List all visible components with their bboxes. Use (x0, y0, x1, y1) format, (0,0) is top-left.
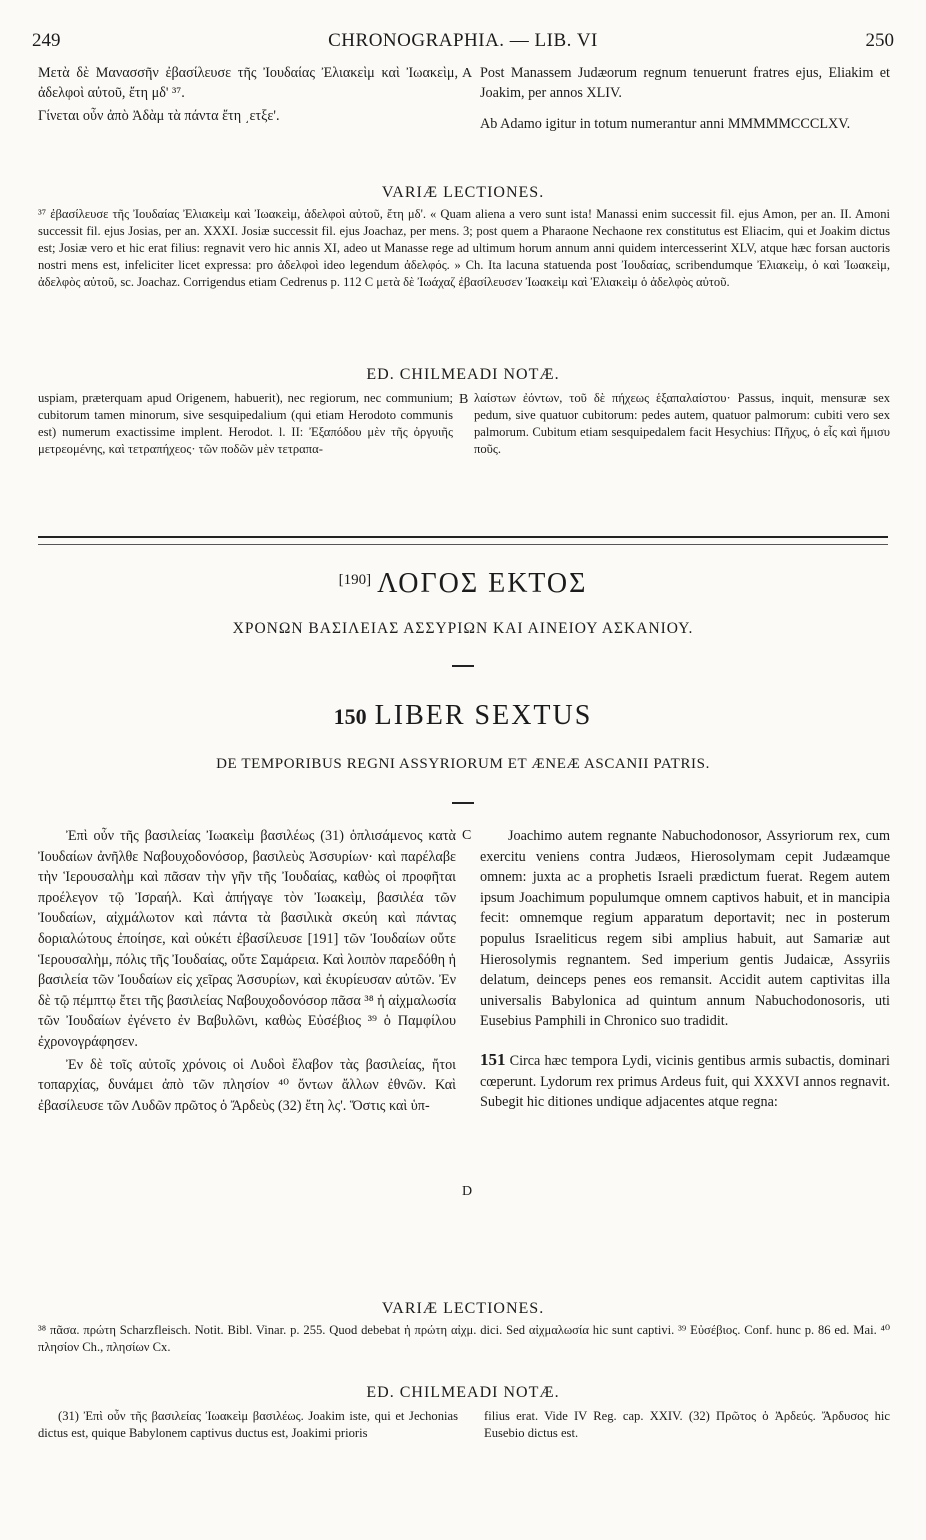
latin-book-title (0, 700, 926, 732)
latin-book-subtitle: DE TEMPORIBUS REGNI ASSYRIORUM ET ÆNEÆ ASCANII PATRIS. (216, 756, 710, 772)
variae-lectiones-heading: VARIÆ LECTIONES. (381, 184, 545, 201)
latin-title-text: LIBER SEXTUS (374, 700, 593, 731)
latin-paragraph: Joachimo autem regnante Nabuchodonosor, Assyriorum rex, cum exercitu veniens contra Judæos, Hierosolymam cepit Judæamque omnem: juxta ac a prophetis Israeli prædictum fuerat. Regem autem ipsum Joachimum populumque omnem captivos habuit, et in mancipia fecit: omnemque regium apparatum deportavit; nec in posterum populus Israeliticus regem sibi amplius habuit, aut Samariæ aut Hierosolymis regnantem. Sed imperium gentis Judaicæ, Assyriis delatum, deinceps penes eos remansit. Accidit autem captivitas illa universalis Babylonica ad quintum annum Nabuchodonosoris, uti Eusebius Pamphili in Chronico suo tradidit. (480, 828, 890, 1030)
margin-letter-c: C (462, 828, 472, 843)
greek-title-text: ΛΟΓΟΣ ΕΚΤΟΣ (377, 568, 588, 599)
notae-right-column (474, 390, 890, 458)
latin-column-body (480, 826, 890, 1113)
notae-left-column (38, 390, 453, 458)
margin-number: 151 (480, 1049, 506, 1069)
greek-column-body (38, 826, 456, 1116)
greek-paragraph: Ἐπὶ οὖν τῆς βασιλείας Ἰωακεὶμ βασιλέως (31) ὁπλισάμενος κατὰ Ἰουδαίων ἀνῆλθε Ναβουχοδονόσορ, βασιλεὺς Ἀσσυρίων· καὶ παρέλαβε τὴν Ἱερουσαλὴμ καὶ πᾶσαν τὴν γῆν τῆς Ἰουδαίας, καθὼς οἱ προφῆται προέλεγον τῷ Ἰσραήλ. Καὶ ἀπήγαγε τὸν Ἰωακεὶμ, βασιλέα τῶν Ἰουδαίων, αἰχμάλωτον καὶ πάντα τὰ βασιλικὰ σκεύη καὶ πάντας δοριαλώτους ἐποίησε, καὶ οὐκέτι ἐβασίλευσε [191] τῶν Ἰουδαίων οὔτε Ἱερουσαλὴμ, πόλις τῆς Ἰουδαίας, οὔτε Σαμάρεια. Καὶ λοιπὸν παρεδόθη ἡ βασιλεία τῶν Ἰουδαίων εἰς χεῖρας Ἀσσυρίων, καὶ ἐκυρίευσαν αὐτῶν. Ἐν δὲ τῷ πέμπτῳ ἔτει τῆς βασιλείας Ναβουχοδονόσορ πᾶσα ³⁸ ἡ αἰχμαλωσία τῶν Ἰουδαίων ἐγένετο ἐν Βαβυλῶνι, καθὼς Εὐσέβιος ³⁹ ὁ Παμφίλου ἐχρονογράφησεν. (38, 828, 456, 1050)
page-number-left: 249 (32, 30, 61, 51)
note-text: uspiam, præterquam apud Origenem, habuerit), nec regiorum, nec communium; cubitorum tamen minorum, sive sesquipedalium (qui etiam Herodoto communis est) numerum exactissime implent. Herodot. l. II: Ἐξαπόδου μὲν τῆς ὀργυιῆς μετρεομένης, καὶ τετραπήχεος· τῶν ποδῶν μὲν τετραπα- (38, 391, 453, 456)
latin-column-top (480, 64, 890, 135)
greek-book-subtitle: ΧΡΟΝΩΝ ΒΑΣΙΛΕΙΑΣ ΑΣΣΥΡΙΩΝ ΚΑΙ ΑΙΝΕΙΟΥ ΑΣΚΑΝΙΟΥ. (232, 620, 694, 637)
page-number-right: 250 (865, 30, 894, 51)
latin-paragraph (480, 1050, 890, 1113)
latin-paragraph: Ab Adamo igitur in totum numerantur anni MMMMMCCCLXV. (480, 116, 851, 132)
margin-number: 150 (333, 704, 367, 729)
notae-right-column (484, 1408, 890, 1442)
greek-paragraph: Ἐν δὲ τοῖς αὐτοῖς χρόνοις οἱ Λυδοὶ ἔλαβον τὰς βασιλείας, ἤτοι τοπαρχίας, δυνάμει ἀπὸ τῶν πλησίον ⁴⁰ ὄντων ἄλλων ἐθνῶν. Καὶ ἐβασίλευσε τῶν Λυδῶν πρῶτος ὁ Ἄρδεὺς (32) ἔτη λς'. Ὅστις καὶ ὑπ- (38, 1056, 456, 1114)
notae-left-column (38, 1408, 458, 1442)
greek-paragraph: Γίνεται οὖν ἀπὸ Ἀδὰμ τὰ πάντα ἔτη ͵ετξε'. (38, 108, 280, 124)
note-text: (31) Ἐπὶ οὖν τῆς βασιλείας Ἰωακεὶμ βασιλέως. Joakim iste, qui et Jechonias dictus est, quique Babylonem captivus ductus est, Joakimi prioris (38, 1409, 458, 1440)
bracket-page-ref: [190] (338, 572, 372, 588)
margin-letter-d: D (462, 1184, 473, 1199)
footnote-text: ³⁷ ἐβασίλευσε τῆς Ἰουδαίας Ἐλιακεὶμ καὶ Ἰωακεὶμ, ἀδελφοὶ αὐτοῦ, ἔτη μδ'. « Quam aliena a vero sunt ista! Manassi enim successit fil. ejus Amon, per an. II. Amoni successit fil. ejus Josias, per an. XXXI. Josiæ successit fil. ejus Joachaz, per mens. 3; post quem a Pharaone Nechaone rex constitutus est Eliacim, qui et Joakim dictus est; Josiæ vero et hic erat filius: regnavit vero hic annis XI, adeo ut Manasse rege ad ultimum horum annum anni quidem intercesserint XLV, atque hæc forsan auctoris nostri mens est, infeliciter licet expressa: pro ἀδελφοὶ ideo legendum ἀδελφός. » Ch. Ita lacuna statuenda post Ἰουδαίας, scribendumque Ἐλιακεὶμ, ὁ καὶ Ἰωακεὶμ, ἀδελφὸς αὐτοῦ, sc. Joachaz. Corrigendus etiam Cedrenus p. 112 C μετὰ δὲ Ἰωάχαζ ἐβασίλευσεν Ἰωακεὶμ καὶ Ἐλιακεὶμ ὁ ἀδελφὸς αὐτοῦ. (38, 207, 890, 289)
note-text: λαίστων ἐόντων, τοῦ δὲ πήχεως ἑξαπαλαίστου· Passus, inquit, mensuræ sex pedum, sive quatuor cubitorum: pedes autem, quatuor palmorum: cubiti vero sex palmorum. Cubitum etiam sesquipedalem facit Hesychius: Πῆχυς, ὁ εἷς καὶ ἥμισυ ποῦς. (474, 391, 890, 456)
margin-letter-a: A (462, 66, 473, 81)
running-title: CHRONOGRAPHIA. — LIB. VI (328, 30, 598, 51)
latin-paragraph: Post Manassem Judæorum regnum tenuerunt fratres ejus, Eliakim et Joakim, per annos XLIV. (480, 65, 890, 101)
short-rule (452, 665, 474, 667)
notae-heading: ED. CHILMEADI NOTÆ. (366, 1384, 560, 1401)
greek-paragraph: Μετὰ δὲ Μανασσῆν ἐβασίλευσε τῆς Ἰουδαίας Ἐλιακεὶμ καὶ Ἰωακεὶμ, ἀδελφοὶ αὐτοῦ, ἔτη μδ' ³⁷. (38, 65, 458, 101)
running-header (32, 30, 894, 56)
short-rule (452, 802, 474, 804)
variae-lectiones-heading: VARIÆ LECTIONES. (381, 1300, 545, 1317)
latin-paragraph-text: Circa hæc tempora Lydi, vicinis gentibus armis subactis, dominari cœperunt. Lydorum rex primus Ardeus fuit, qui XXXVI annos regnavit. Subegit hic ditiones undique adjacentes atque regna: (480, 1052, 890, 1111)
note-text: filius erat. Vide IV Reg. cap. XXIV. (32) Πρῶτος ὁ Ἀρδεύς. Ἄρδυσος hic Eusebio dictus est. (484, 1409, 890, 1440)
margin-letter-b: B (459, 392, 469, 407)
variae-lectiones-text (38, 1322, 890, 1356)
greek-column-top (38, 64, 458, 127)
notae-heading: ED. CHILMEADI NOTÆ. (366, 366, 560, 383)
greek-book-title (0, 568, 926, 600)
variae-lectiones-text (38, 206, 890, 291)
section-divider (38, 536, 888, 545)
footnote-text: ³⁸ πᾶσα. πρώτη Scharzfleisch. Notit. Bibl. Vinar. p. 255. Quod debebat ἡ πρώτη αἰχμ. dici. Sed αἰχμαλωσία hic sunt captivi. ³⁹ Εὐσέβιος. Conf. hunc p. 86 ed. Mai. ⁴⁰ πλησίον Ch., πλησίων Cx. (38, 1323, 890, 1354)
